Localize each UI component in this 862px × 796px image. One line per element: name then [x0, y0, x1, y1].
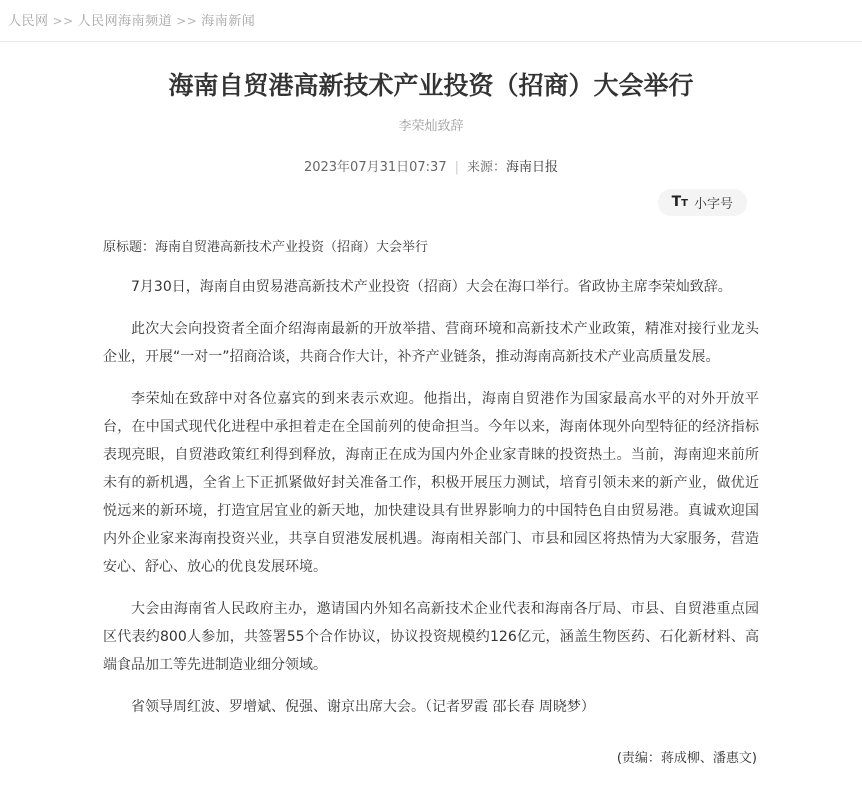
article-body [103, 236, 759, 721]
font-size-icon: TT [671, 194, 688, 210]
breadcrumb-separator: >> [52, 14, 74, 28]
meta-separator: | [454, 159, 459, 175]
page-title: 海南自贸港高新技术产业投资（招商）大会举行 [168, 71, 694, 100]
original-title-line: 原标题：海南自贸港高新技术产业投资（招商）大会举行 [103, 239, 429, 255]
breadcrumb-separator: >> [176, 14, 198, 28]
font-size-button[interactable] [658, 189, 747, 216]
editors-line: (责编：蒋成柳、潘惠文) [616, 750, 757, 766]
article-paragraph: 省领导周红波、罗增斌、倪强、谢京出席大会。（记者罗霞 邵长春 周晓梦） [131, 698, 595, 715]
breadcrumb-link-peoples-daily[interactable]: 人民网 [8, 14, 49, 29]
source-link[interactable]: 海南日报 [506, 159, 559, 175]
article-meta [103, 156, 759, 175]
article-paragraphs [103, 273, 759, 721]
article-container [103, 70, 759, 796]
article-paragraph: 大会由海南省人民政府主办，邀请国内外知名高新技术企业代表和海南各厅局、市县、自贸港重点园区代表约800人参加，共签署55个合作协议，协议投资规模约126亿元，涵盖生物医药、石化新材料、高端食品加工等先进制造业细分领域。 [103, 600, 759, 673]
article-paragraph: 李荣灿在致辞中对各位嘉宾的到来表示欢迎。他指出，海南自贸港作为国家最高水平的对外开放平台，在中国式现代化进程中承担着走在全国前列的使命担当。今年以来，海南体现外向型特征的经济指标表现亮眼，自贸港政策红利得到释放，海南正在成为国内外企业家青睐的投资热土。当前，海南迎来前所未有的新机遇，全省上下正抓紧做好封关准备工作，积极开展压力测试，培育引领未来的新产业，做优近悦远来的新环境，打造宜居宜业的新天地，加快建设具有世界影响力的中国特色自由贸易港。真诚欢迎国内外企业家来海南投资兴业，共享自贸港发展机遇。海南相关部门、市县和园区将热情为大家服务，营造安心、舒心、放心的优良发展环境。 [103, 390, 759, 575]
article-toolbar [103, 189, 759, 216]
breadcrumb-link-hainan-channel[interactable]: 人民网海南频道 [77, 14, 173, 29]
breadcrumb-link-hainan-news[interactable]: 海南新闻 [201, 14, 256, 29]
article-subtitle: 李荣灿致辞 [398, 118, 464, 134]
article-paragraph: 此次大会向投资者全面介绍海南最新的开放举措、营商环境和高新技术产业政策，精准对接行业龙头企业，开展“一对一”招商洽谈，共商合作大计，补齐产业链条，推动海南高新技术产业高质量发展。 [103, 320, 759, 365]
header-divider [0, 41, 862, 42]
source-label: 来源： [467, 159, 507, 175]
breadcrumb [0, 0, 862, 41]
font-size-button-label: 小字号 [693, 196, 733, 212]
article-paragraph: 7月30日，海南自由贸易港高新技术产业投资（招商）大会在海口举行。省政协主席李荣灿致辞。 [131, 278, 732, 295]
publish-datetime: 2023年07月31日07:37 [303, 159, 447, 175]
